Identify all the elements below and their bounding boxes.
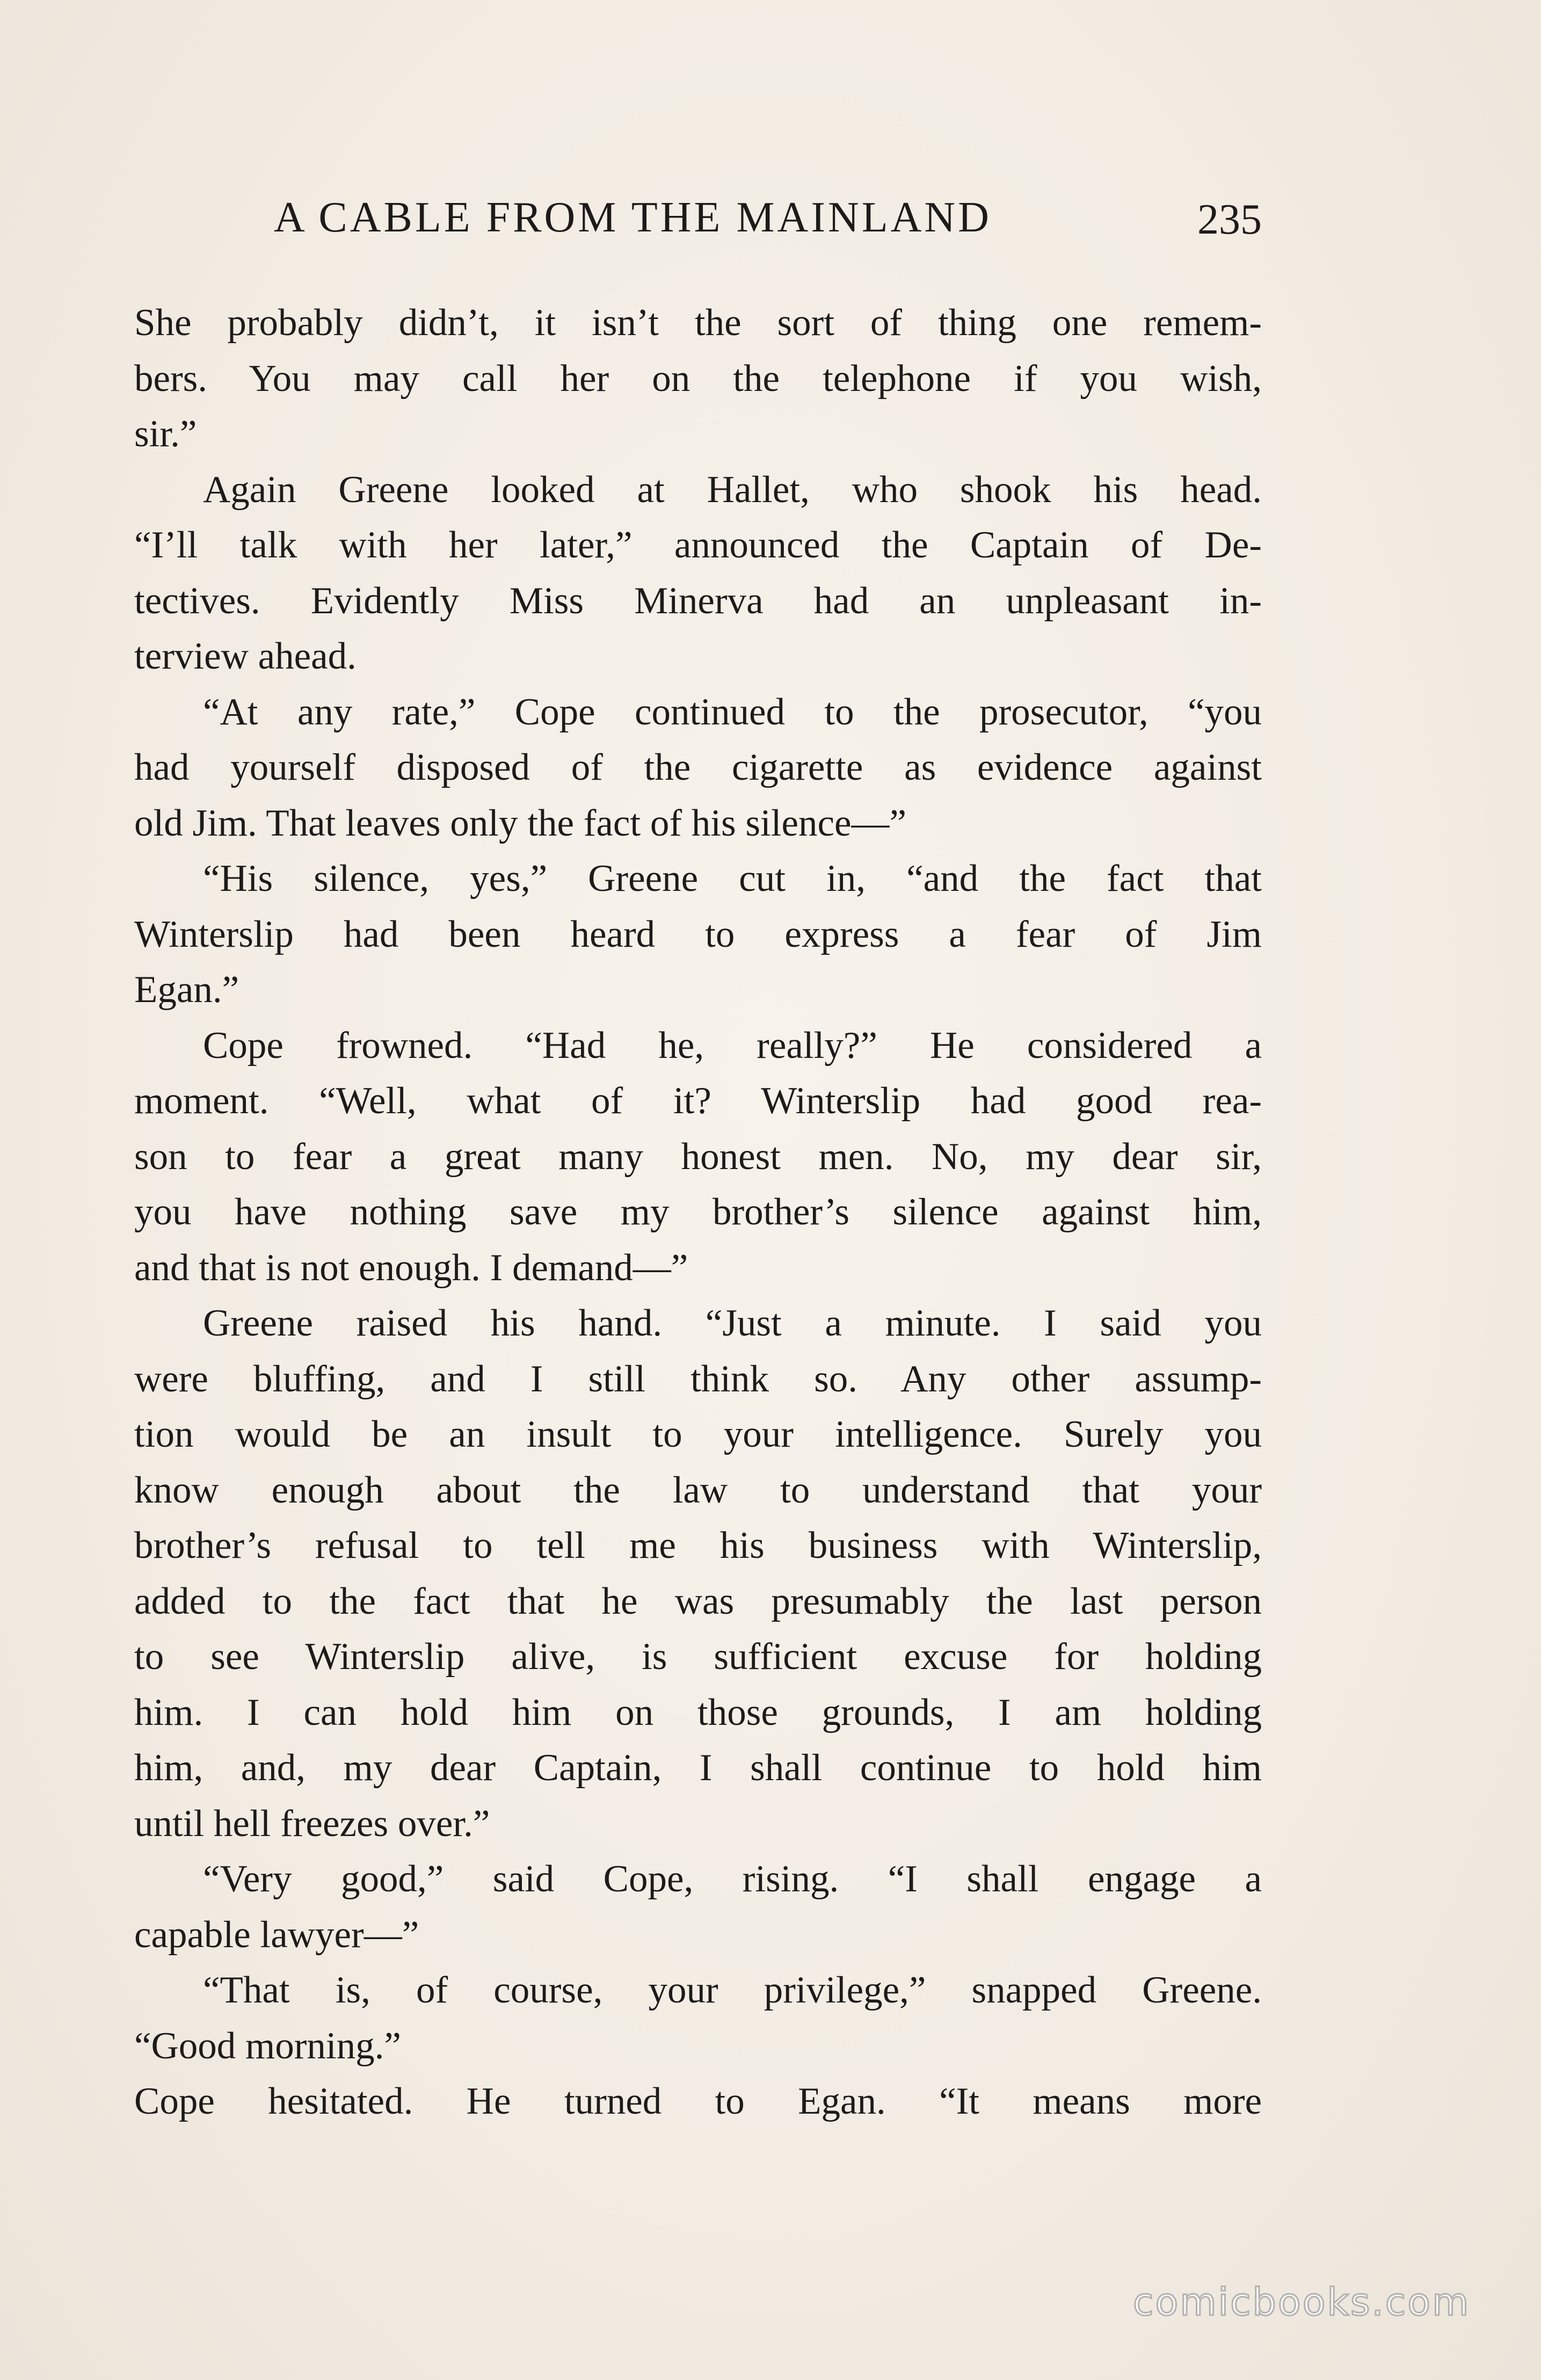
text-line: brother’s refusal to tell me his business with Winterslip, <box>134 1525 1262 1566</box>
text-line: son to fear a great many honest men. No, my dear sir, <box>134 1135 1262 1178</box>
text-line: Winterslip had been heard to express a fear of Jim <box>134 913 1262 955</box>
watermark: comicbooks.com <box>1133 2280 1471 2324</box>
text-line: you have nothing save my brother’s silence against him, <box>134 1191 1262 1233</box>
text-line: added to the fact that he was presumably the last person <box>134 1580 1262 1622</box>
text-line: him. I can hold him on those grounds, I am holding <box>134 1691 1262 1733</box>
text-line: to see Winterslip alive, is sufficient excuse for holding <box>134 1636 1262 1678</box>
text-line: capable lawyer—” <box>134 1913 419 1956</box>
running-head <box>274 188 1262 247</box>
text-line: Cope hesitated. He turned to Egan. “It means more <box>134 2080 1262 2122</box>
text-line: Again Greene looked at Hallet, who shook his head. <box>203 468 1262 511</box>
text-line: She probably didn’t, it isn’t the sort of thing one remem- <box>134 302 1262 344</box>
text-line: “I’ll talk with her later,” announced the Captain of De- <box>134 524 1262 566</box>
text-line: Egan.” <box>134 969 239 1011</box>
text-line: bers. You may call her on the telephone if you wish, <box>134 357 1262 400</box>
text-line: moment. “Well, what of it? Winterslip had good rea- <box>134 1080 1262 1122</box>
text-line: sir.” <box>134 413 197 455</box>
running-title: A CABLE FROM THE MAINLAND <box>274 194 992 241</box>
text-line: tectives. Evidently Miss Minerva had an unpleasant in- <box>134 579 1262 622</box>
text-line: “Good morning.” <box>134 2025 401 2067</box>
text-line: and that is not enough. I demand—” <box>134 1246 688 1289</box>
body-text <box>134 295 1262 2130</box>
text-line: “Very good,” said Cope, rising. “I shall engage a <box>203 1858 1262 1900</box>
text-line: Cope frowned. “Had he, really?” He considered a <box>203 1024 1262 1066</box>
text-line: Greene raised his hand. “Just a minute. I said you <box>203 1302 1262 1344</box>
text-line: him, and, my dear Captain, I shall continue to hold him <box>134 1747 1262 1789</box>
text-line: terview ahead. <box>134 635 357 677</box>
page-number: 235 <box>1197 196 1262 243</box>
text-line: were bluffing, and I still think so. Any other assump- <box>134 1358 1262 1400</box>
text-line: had yourself disposed of the cigarette as evidence against <box>134 746 1262 788</box>
text-line: “At any rate,” Cope continued to the prosecutor, “you <box>203 691 1262 733</box>
text-line: old Jim. That leaves only the fact of his silence—” <box>134 802 907 844</box>
text-line: until hell freezes over.” <box>134 1802 490 1845</box>
text-line: “That is, of course, your privilege,” snapped Greene. <box>203 1969 1262 2011</box>
text-line: know enough about the law to understand that your <box>134 1469 1262 1511</box>
text-line: tion would be an insult to your intelligence. Surely you <box>134 1413 1262 1455</box>
text-line: “His silence, yes,” Greene cut in, “and the fact that <box>203 858 1262 899</box>
